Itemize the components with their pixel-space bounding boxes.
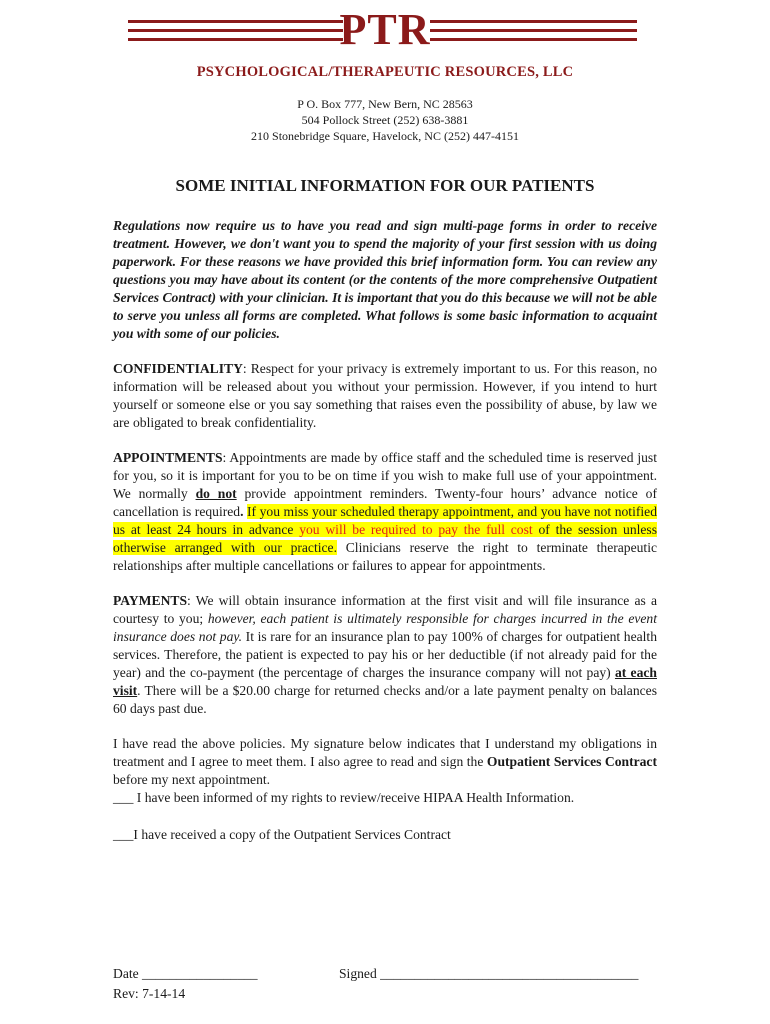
payments-text: It is rare for an insurance plan to pay 100% of charges for outpatient health services. Therefore, the patient is expected to pay his or her deductible (if not already paid for the year) and the co-payment (the percentage of charges the insurance company will not pay) <box>113 629 657 680</box>
acknowledgement-text: before my next appointment. <box>113 772 271 787</box>
full-cost-warning: you will be required to pay the full cost <box>299 522 533 537</box>
acknowledgement-paragraph <box>113 735 657 789</box>
acknowledgement-text: I have read the above policies. My signature below indicates that I understand my obligations in treatment and I agree to meet them. I also agree to read and sign the <box>113 736 657 769</box>
appointments-heading: APPOINTMENTS <box>113 450 223 465</box>
appointments-text: : Appointments are made by office staff and the scheduled time is reserved just for you, so it is important for you to be on time if you wish to make full use of your appointment. We normally <box>113 450 657 501</box>
payments-heading: PAYMENTS <box>113 593 188 608</box>
contract-name: Outpatient Services Contract <box>486 754 657 769</box>
address-line: 504 Pollock Street (252) 638-3881 <box>301 113 469 127</box>
revision-label: Rev: 7-14-14 <box>113 986 186 1001</box>
confidentiality-heading: CONFIDENTIALITY <box>113 361 243 376</box>
company-logo: PTR <box>339 5 431 54</box>
document-title: SOME INITIAL INFORMATION FOR OUR PATIENTS <box>175 176 595 195</box>
appointments-text: provide appointment reminders. Twenty-four hours’ advance notice of cancellation is required <box>113 486 657 519</box>
signature-field[interactable]: Signed ______________________________________ <box>339 966 639 981</box>
appointments-paragraph <box>113 449 657 575</box>
date-field[interactable]: Date _________________ <box>113 966 258 981</box>
appointments-text: . <box>240 504 248 519</box>
appointments-text: Clinicians reserve the right to terminate therapeutic relationships after multiple cancellations or failures to appear for appointments. <box>113 540 657 573</box>
address-line: 210 Stonebridge Square, Havelock, NC (252) 447-4151 <box>251 129 519 143</box>
letterhead <box>0 0 770 60</box>
contract-checkbox-line[interactable]: ___I have received a copy of the Outpatient Services Contract <box>113 827 451 842</box>
do-not-emphasis: do not <box>195 486 237 501</box>
company-name: PSYCHOLOGICAL/THERAPEUTIC RESOURCES, LLC <box>196 64 574 80</box>
payments-text: : We will obtain insurance information at the first visit and will file insurance as a courtesy to you; <box>113 593 657 626</box>
payments-responsibility-note: however, each patient is ultimately responsible for charges incurred in the event insurance does not pay. <box>113 611 657 644</box>
hipaa-checkbox-line[interactable]: ___ I have been informed of my rights to review/receive HIPAA Health Information. <box>113 790 575 805</box>
document-body <box>113 217 657 844</box>
intro-paragraph: Regulations now require us to have you read and sign multi-page forms in order to receive treatment. However, we don't want you to spend the majority of your first session with us doing paperwork. For these reasons we have provided this brief information form. You can review any questions you may have about its content (or the contents of the more comprehensive Outpatient Services Contract) with your clinician. It is important that you do this because we will not be able to serve you unless all forms are completed. What follows is some basic information to acquaint you with some of our policies. <box>113 218 657 341</box>
confidentiality-paragraph <box>113 360 657 432</box>
payments-paragraph <box>113 592 657 718</box>
confidentiality-text: : Respect for your privacy is extremely important to us. For this reason, no information will be released about you without your permission. However, if you intend to hurt yourself or someone else or you say something that raises even the possibility of abuse, by law we are obligated to break confidentiality. <box>113 361 657 430</box>
missed-appointment-text: of the session unless otherwise arranged with our practice. <box>113 522 658 555</box>
missed-appointment-text: If you miss your scheduled therapy appointment, and you have not notified us at least 24 hours in advance <box>113 504 657 537</box>
address-line: P O. Box 777, New Bern, NC 28563 <box>297 97 473 111</box>
payments-text: . There will be a $20.00 charge for returned checks and/or a late payment penalty on balances 60 days past due. <box>113 683 657 716</box>
each-visit-emphasis: at each visit <box>113 665 657 698</box>
company-address <box>0 96 770 144</box>
